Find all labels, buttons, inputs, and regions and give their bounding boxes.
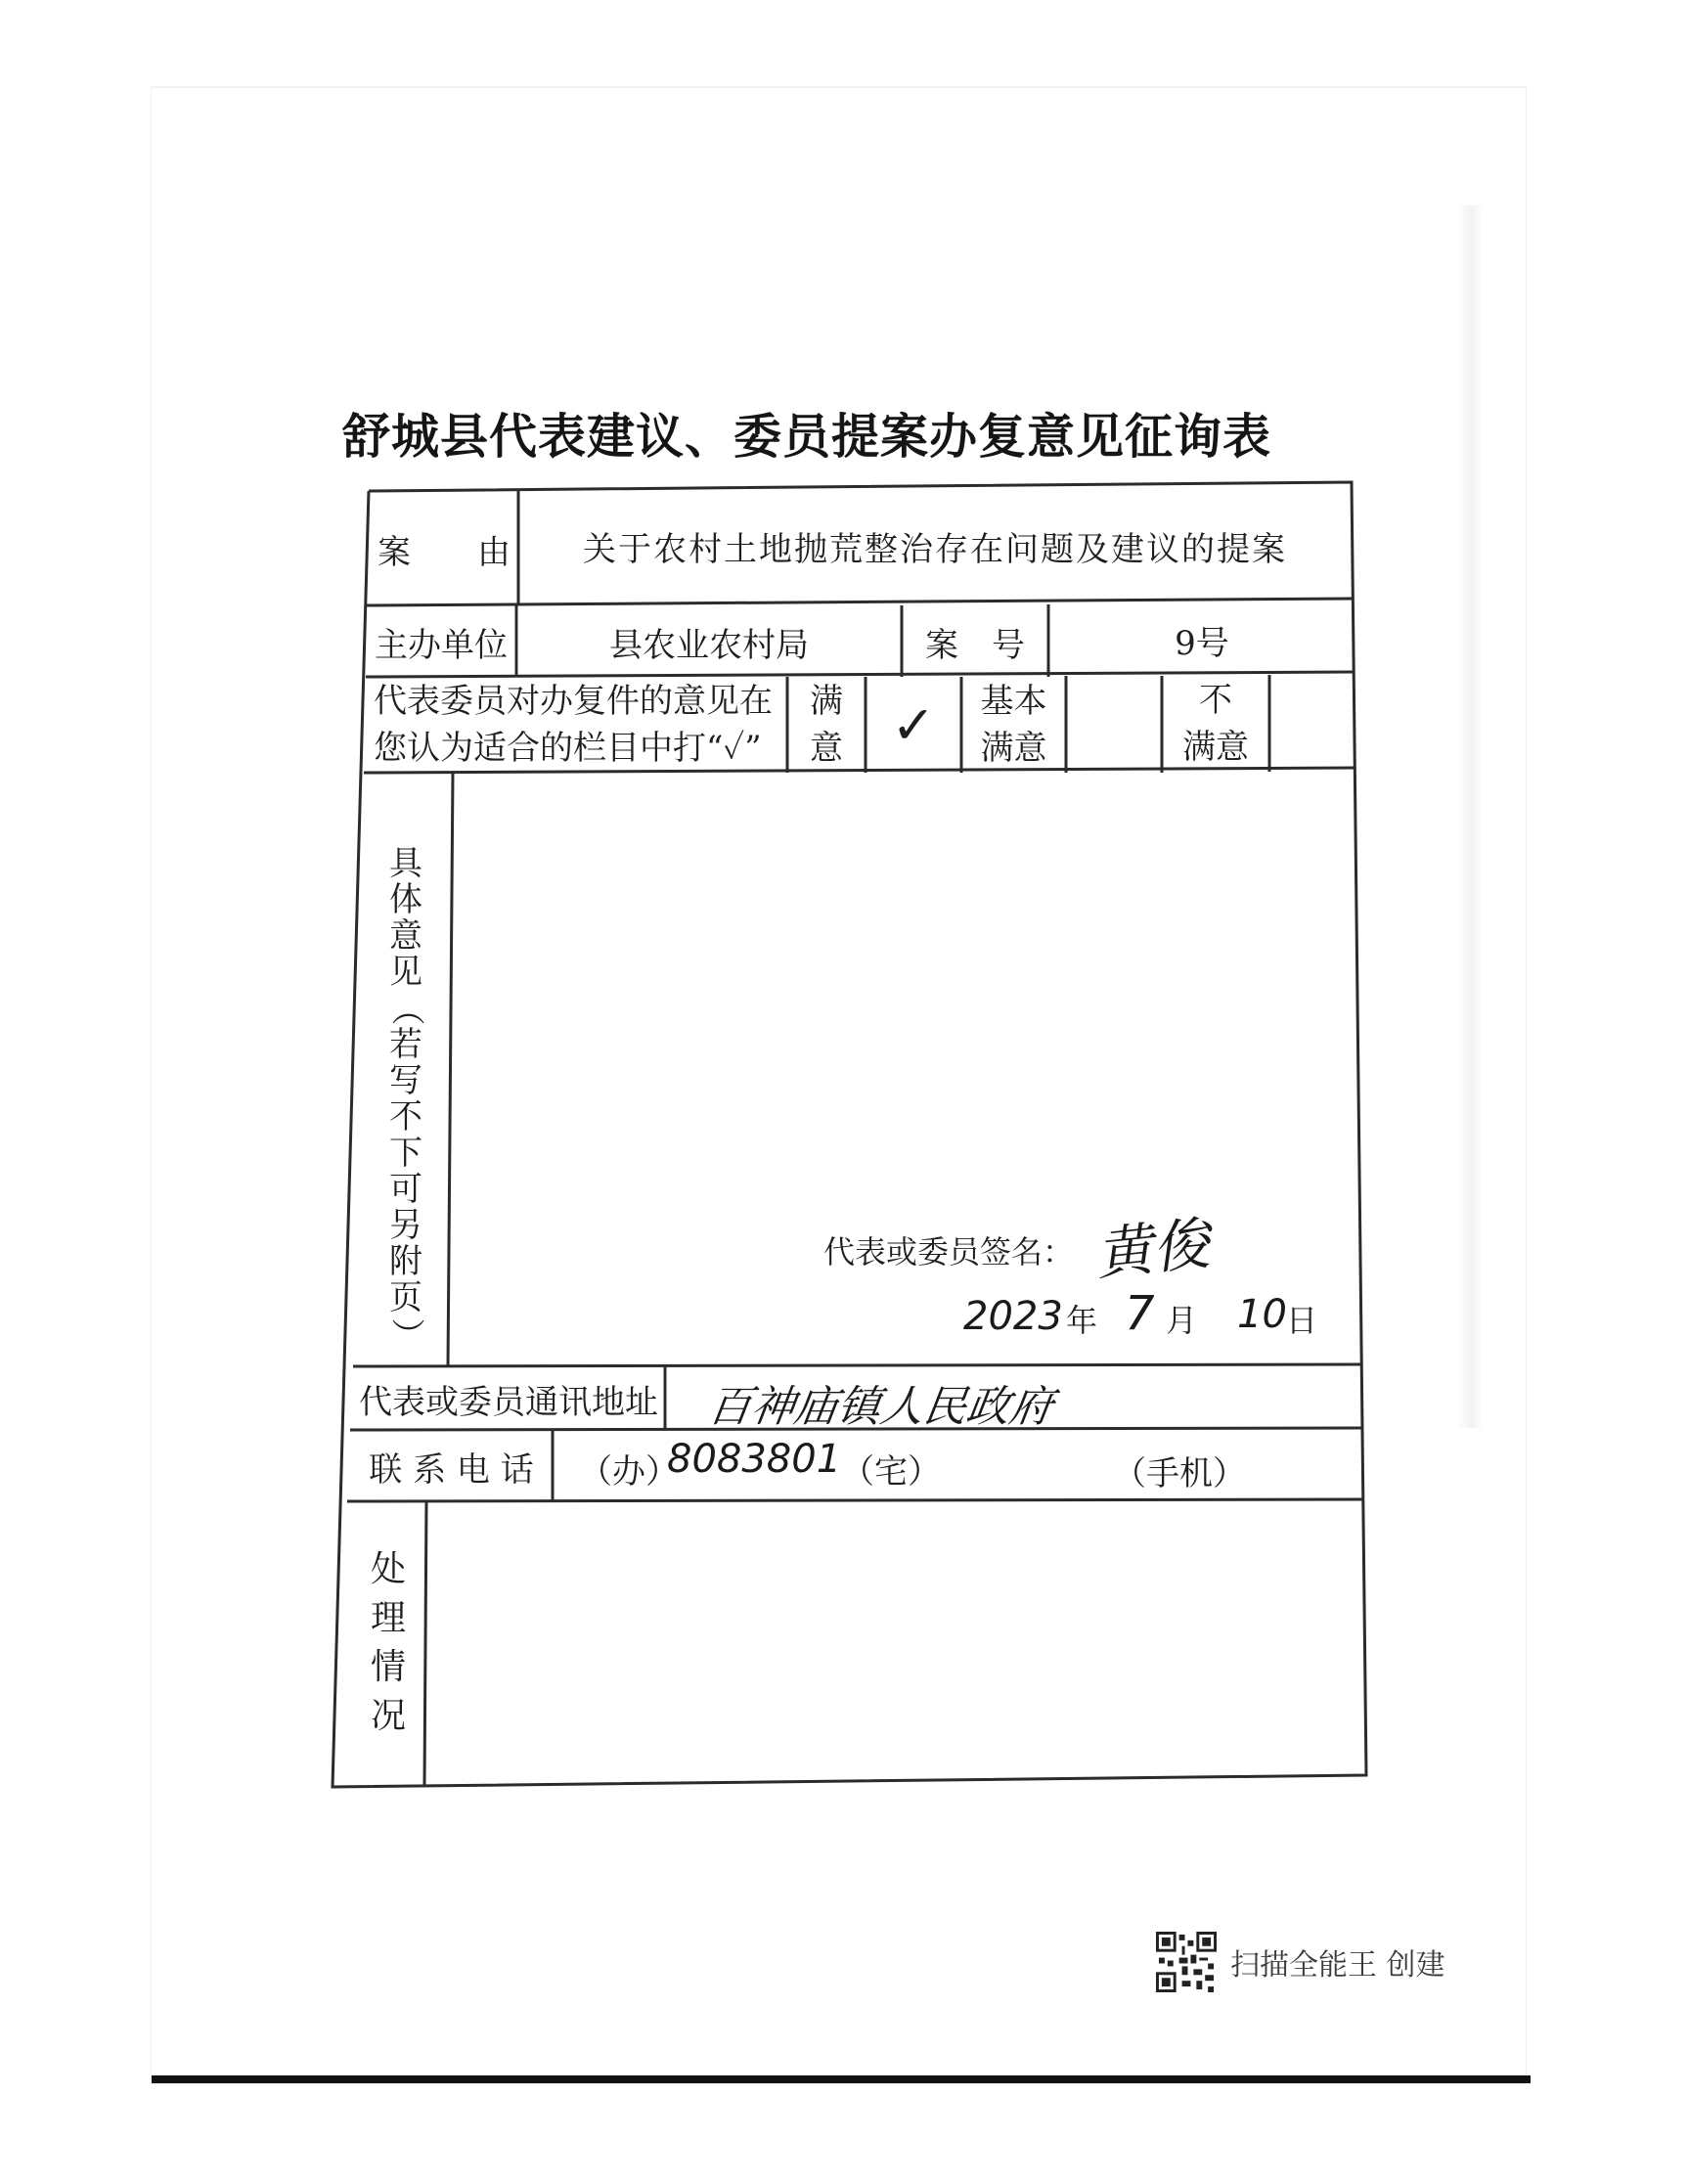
case-reason-value: 关于农村土地抛荒整治存在问题及建议的提案 — [583, 529, 1287, 569]
signature-label: 代表或委员签名： — [823, 1233, 1075, 1270]
scanner-text: 扫描全能王 创建 — [1230, 1948, 1445, 1983]
date-year-label: 年 — [1066, 1302, 1098, 1339]
unsatisfied-label — [1164, 678, 1267, 770]
vertical-char: 处 — [370, 1549, 406, 1589]
basic-satisfied-line1: 基本 — [980, 682, 1047, 721]
case-number-label: 案 号 — [925, 625, 1025, 665]
satisfied-label — [789, 679, 864, 771]
vertical-char: 况 — [370, 1696, 406, 1736]
phone-label: 联 系 电 话 — [369, 1449, 534, 1490]
opinion-prompt-line2: 您认为适合的栏目中打“✓” — [374, 729, 762, 768]
date-day: 10 — [1237, 1292, 1287, 1337]
opinion-prompt — [374, 679, 784, 771]
vertical-char: 理 — [370, 1598, 406, 1638]
case-number-value: 9号 — [1175, 623, 1229, 663]
vertical-char: 体 — [389, 880, 422, 919]
scan-edge-line — [152, 2075, 1531, 2083]
address-value[interactable]: 百神庙镇人民政府 — [704, 1382, 1056, 1432]
detail-opinion-label — [374, 846, 438, 1353]
handling-label — [354, 1545, 422, 1741]
vertical-char: 情 — [370, 1647, 406, 1687]
vertical-char: 见 — [389, 953, 422, 992]
address-label: 代表或委员通讯地址 — [359, 1382, 658, 1422]
vertical-char: 另 — [389, 1206, 422, 1245]
vertical-char: 写 — [389, 1061, 422, 1100]
unsatisfied-checkbox[interactable] — [1271, 678, 1354, 770]
handling-area[interactable] — [428, 1503, 1362, 1782]
vertical-char: 页 — [389, 1278, 422, 1317]
basic-satisfied-label — [963, 679, 1064, 771]
qr-code-icon — [1156, 1932, 1217, 1992]
unsatisfied-line1: 不 — [1199, 681, 1232, 720]
phone-home-label: （宅） — [841, 1452, 941, 1492]
scanner-watermark — [1156, 1932, 1445, 1992]
phone-office-label: （办） — [579, 1452, 679, 1492]
phone-mobile-label: （手机） — [1113, 1454, 1246, 1493]
vertical-char: 意 — [389, 916, 422, 956]
date-day-label: 日 — [1286, 1302, 1318, 1339]
host-unit-value: 县农业农村局 — [609, 625, 809, 665]
vertical-char: 附 — [389, 1242, 422, 1281]
satisfied-label-line1: 满 — [810, 682, 843, 721]
date-year: 2023 — [963, 1294, 1063, 1339]
case-reason-label: 案 由 — [378, 532, 511, 572]
vertical-char: 若 — [389, 1025, 422, 1064]
date-month-label: 月 — [1166, 1302, 1198, 1339]
basic-satisfied-checkbox[interactable] — [1068, 679, 1160, 771]
vertical-char: 下 — [389, 1134, 422, 1173]
date-month: 7 — [1125, 1286, 1155, 1341]
satisfied-checkbox[interactable]: ✓ — [891, 693, 936, 756]
scan-shadow-right — [1457, 205, 1483, 1428]
phone-office-value[interactable]: 8083801 — [667, 1437, 842, 1482]
host-unit-label: 主办单位 — [375, 625, 508, 665]
vertical-char: ） — [386, 1317, 426, 1352]
form-title: 舒城县代表建议、委员提案办复意见征询表 — [341, 408, 1271, 465]
satisfied-label-line2: 意 — [810, 729, 843, 768]
vertical-char: 不 — [389, 1097, 422, 1137]
vertical-char: （ — [386, 992, 426, 1026]
vertical-char: 可 — [389, 1170, 422, 1209]
basic-satisfied-line2: 满意 — [980, 729, 1047, 768]
unsatisfied-line2: 满意 — [1182, 728, 1249, 767]
vertical-char: 具 — [389, 844, 422, 883]
opinion-prompt-line1: 代表委员对办复件的意见在 — [374, 682, 773, 721]
detail-opinion-area[interactable] — [455, 776, 1350, 1362]
signature-handwriting: 黄俊 — [1092, 1210, 1213, 1288]
